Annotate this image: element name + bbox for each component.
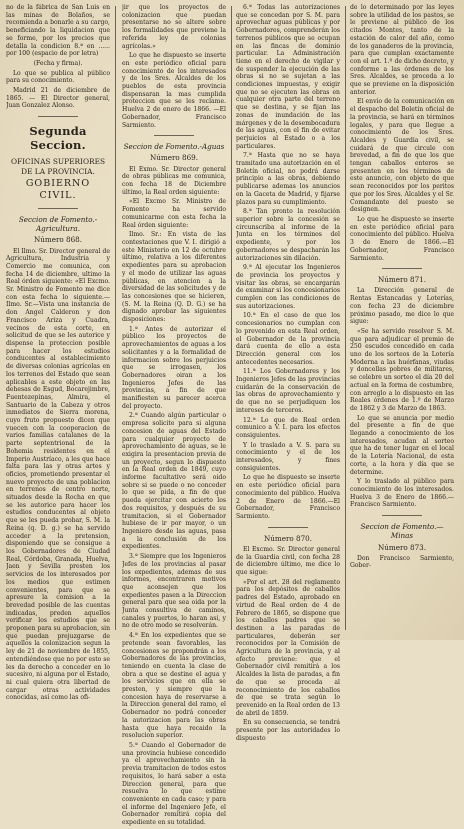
heading: GOBIERNO CIVIL.: [25, 177, 91, 201]
paragraph: Lo que he dispuesto se inserte en este periódico oficial para conocimiento de los interesados y de los Sres. Alcaldes de los pueblos de esta provincia dispensaran la mas cumplida proteccion que se les reclame. Huelva 2 de enero de 1866. —El Gobernador, Francisco Sarmiento.: [122, 52, 226, 129]
paragraph: «El Excmo Sr. Ministro de Fomento ha servido comunicarme con esta fecha la Real órden siguiente:: [122, 198, 226, 229]
paragraph: 2.ª Cuando algún particular o empresa solicite para si alguna concesion de aguas del Estado para cualquier proyecto de aprovechamiento de aguas, se le exigira la presentacion previa de un proyecto, segun lo dispuesto en la Real orden de 1849, cuyo informe facultativo será oido sobre si se puede o no conceder lo que se pida, a fin de que pueda ejercitar con acierto los dos requisitos, y después de su tramitacion, si el Gobernador hubiese de ir por mayor, o un Ingeniero desde las aguas, pasa a la conclusión de los expedientes.: [122, 412, 226, 551]
paragraph: 3.ª Siempre que los Ingenieros Jefes de los provincias al pasar los expedientes, ademas de sus informes, encontraren motivos que aconsejen que los expedientes pasen a la Direccion general para que sea oida por la Junta consultiva de caminos, canales y puertos, lo haran asi, y no de otro modo se resolverán.: [122, 553, 226, 630]
item-number: Número 870.: [263, 533, 313, 543]
paragraph: de lo determinado por las leyes sobre la utilidad de los pastos, se le previene al público de los citados Montes, tanto de la estación de calor del año, como de los ganaderos de la provincia, para que cumplan exactamente con el art. 1.º de dicho decreto, y conforme a las órdenes de los Sres. Alcaldes, se proceda a lo que se previene en la disposición anterior.: [350, 4, 454, 96]
paragraph: 1.ª Antes de autorizar el público los proyectos de aprovechamientos de aguas a los solicitantes y a la formalidad de informacion sobre los perjuicios que se irrogasen, los Gobernadores oiran a los Ingenieros Jefes de las provincias, a fin de que manifiesten su parecer acerca del proyecto.: [122, 325, 226, 410]
heading: OFICINAS SUPERIORES DE LA PROVINCIA.: [10, 157, 106, 176]
item-number: Número 868.: [33, 235, 83, 245]
item-number: Número 873.: [377, 542, 427, 552]
paragraph: Lo que se anuncia por medio del presente a fin de que llegando a conocimiento de los interesados, acudan al sorteo que ha de tener lugar en el local de la Lotería Nacional, de esta corte, a la hora y día que se determine.: [350, 414, 454, 476]
paragraph: La Dirección general de Rentas Estancadas y Loterías, con fecha 23 de diciembre próximo pasado, me dice lo que sigue:: [350, 287, 454, 326]
column-rule: [231, 6, 232, 630]
paragraph: 4.ª En los expedientes que se pretende sean favorables, las concesiones se propondrán a los Gobernadores de las provincias, teniendo en cuenta la clase de obra a que se destine el agua y los servicios que en ella se presten, y siempre que la concesion haya de reservarse a la Direccion general del ramo, el Gobernador no podrá conceder la autorizacion para las obras hasta que haya recaido la resolucion superior.: [122, 632, 226, 740]
paragraph: 5.ª Cuando el Gobernador de una provincia hubiese concedido ya el aprovechamiento sin la previa tramitacion de todos estos requisitos, lo hará saber a esta Direccion general, para que resuelva lo que estime conveniente en cada caso; y para el informe del Ingeniero Jefe, el Gobernador remitirá copia del expediente en su totalidad.: [122, 741, 226, 827]
subsection-heading: Seccion de Fomento.-Aguas: [123, 142, 225, 152]
divider: [38, 116, 78, 117]
paragraph: Don Francisco Sarmiento, Gober-: [350, 554, 454, 570]
paragraph: 12.ª Lo que de Real orden comunico a V. I. para los efectos consiguientes.: [236, 416, 340, 439]
paragraph: jir que los proyectos de colonizacion que puedan presentarse no se altere sobre los formalidades que previene la referida ley de colonias agrícolas.»: [122, 4, 226, 50]
paragraph: 11.ª Los Gobernadores y los Ingenieros Jefes de las provincias cuidarán de la conservación de las obras de aprovechamiento y de que no se perjudiquen los intereses de terceros.: [236, 368, 340, 414]
paragraph: Lo que he dispuesto se inserte en este periódico oficial para conocimiento del público. Huelva 3 de Enero de 1866.—El Gobernador, Francisco Sarmiento.: [350, 215, 454, 262]
paragraph: Ilmo. Sr.: En vista de las contestaciones que V. I. dirigió a este Ministerio en 12 de octubre último, relativa a los diferentes expedientes para su aprobacion y el modo de utilizar las aguas públicas, en atencion a la diversidad de las solicitudes y de las concesiones que se hicieren, (S. M. la Reina (Q. D. G.) se ha dignado aprobar las siguientes disposiciones:: [122, 231, 226, 324]
item-number: Número 871.: [377, 275, 427, 285]
divider: [38, 208, 78, 209]
paragraph: 8.ª Tan pronto la resolución superior sobre la concesión se circunscriba al informe de la Junta en los términos del expediente, y por los gobernadores se despacharán las autorizaciones sin dilación.: [236, 208, 340, 262]
divider: [154, 135, 194, 136]
paragraph: 6.ª Todas las autorizaciones que se concedan por S. M. para aprovechar aguas públicas y por Gobernadores, comprenderán los terrenos públicos que se ocupan en las fincas de dominio particular. La Administración tiene en el derecho de vigilar y de suspender la ejecución de las obras si no se sujetan a las condiciones impuestas, y exigir que no se ejecuten las obras en cualquier otra parte del terreno que se destina, y se fijan las zonas de inundación de las márgenes y de la desembocadura de las aguas, con el fin de evitar perjuicios al Estado o a los particulares.: [236, 4, 340, 150]
column-rule: [345, 6, 346, 630]
column-2: [122, 4, 226, 829]
divider: [382, 268, 422, 269]
paragraph: En su consecuencia, se tendrá presente por las autoridades lo dispuesto: [236, 719, 340, 742]
paragraph: 9.ª Al ejecutar los Ingenieros de provincia los proyectos y visitar las obras, se encargarán de examinar si los concesionarios cumplen con las condiciones de sus autorizaciones.: [236, 264, 340, 310]
subsection-heading: Seccion de Fomento.—Minas: [360, 522, 444, 541]
paragraph: no de la fábrica de San Luis en las minas de Bolaños, se recomienda a bonarle a su cargo, beneficiando la liquidacion que se forme, por los precios que detalla la condicion 8.ª en ...... por 100 (espacio de por letra): [6, 4, 110, 58]
paragraph: Y lo traslado a V. S. para su conocimiento y el de los interesados, y fines consiguientes.: [236, 441, 340, 472]
paragraph: 10.ª En el caso de que los concesionarios no cumplan con lo prevenido en esta Real orden, el Gobernador de la provincia dará cuenta de ello a esta Dirección general con los antecedentes necesarios.: [236, 312, 340, 366]
paragraph: El Ilmo. Sr. Director general de Agricultura, Industria y Comercio me comunica, con fecha 14 de diciembre, ultimo la Real órden siguiente: «El Excmo. Sr. Ministro de Fomento me dice con esta fecha lo siguiente.—Ilmo. Sr.—Vista una instancia de don Angel Calderon y don Francisco Ariza y Cuadra, vecinos de esta corte, en solicitud de que se les autorice y dispense la proteccion posible para hacer los estudios conducentes al establecimiento de diversas colonias agrícolas en los terrenos del Estado que sean aplicables a este objeto en las dehesas de Esgud, Bocarejimbre, Fuentezepinas, Almira, el Santuario de la Cabeza y otros inmediatos de Sierra morena, cuyo fruto propuesto dicen que vuecen con la cooperacion de varios familias catalanes de la parte septentrional de la Bohemia residentes en el Imperio Austríaco, a les que hace falta para las y otras artes y oficios, prometiendo presentar el nuevo proyecto de una poblacion en terrenos de centro norte, situados desde la Rocha en que se les autorice para hacer los estudios conducentes al objeto que se les pueda probar, S. M. la Reina (q. D. g.) se ha servido acceder a la pretension, disponiendo que se consigue a los Gobernadores de Ciudad Real, Córdoba, Granada, Huelva, Jaen y Sevilla presten los servicios de los interesados por los medios que estimen convenientes, para que se apresure la comision a la brevedad posible de las cuentas indicadas, preden aquellos verificar los estudios que se proponen para su aprobacion, sin que puedan prejuzgarse de aquellos la colonizacion segun la ley de 21 de noviembre de 1855, entendiéndose que no por esto se les da derecho a conceder en lo sucesivo, ni alguna por el Estado, ni cual quiera otra libertad de cargar otras actividades conocidas, así como las ofi-: [6, 247, 110, 702]
paragraph: (Fecha y firma).: [33, 59, 83, 67]
paragraph: Madrid 21 de diciembre de 1865. — El Director general, Juan Gonzalez Alonso.: [6, 87, 110, 110]
column-1: [6, 4, 110, 704]
column-4: [350, 4, 454, 572]
paragraph: Lo que se publica al público para su conocimiento.: [6, 69, 110, 85]
divider: [268, 527, 308, 528]
divider: [382, 515, 422, 516]
paragraph: El Excmo. Sr. Director general de la Guardia civil, con fecha 28 de diciembre último, me dice lo que sigue:: [236, 545, 340, 577]
paragraph: El Exmo. Sr. Director general de obras públicas me comunica, con fecha 18 de Diciembre último, la Real orden siguiente:: [122, 165, 226, 196]
subsection-heading: Seccion de Fomento.-Agricultura.: [18, 214, 98, 234]
column-3: [236, 4, 340, 744]
paragraph: El envío de la comunicación en el despacho del Boletín oficial de la provincia, se hará en términos legales, y para que llegue a conocimiento de los Sres. Alcaldes y Guardia civil, se cuidará de que circule con brevedad, a fin de que los que tengan caballos enteros se presenten en los términos de este anuncio, con objeto de que sean reconocidos por los peritos que por los Sres. Alcaldes y el Sr. Comandante del puesto se designen.: [350, 98, 454, 214]
paragraph: 7.ª Hasta que no se haya tramitado una autorización en el Boletín oficial, no podrá darse principio a las obras, debiendo publicarse ademas los anuncios en la Gaceta de Madrid, y fijarse plazos para su cumplimiento.: [236, 152, 340, 206]
paragraph: Lo que he dispuesto se inserte en este periódico oficial para conocimiento del público. Huelva 2 de Enero de 1866.—El Gobernador, Francisco Sarmiento.: [236, 474, 340, 520]
paragraph: Y lo traslado al público para conocimiento de los interesados. Huelva 3 de Enero de 1866.—Francisco Sarmiento.: [350, 478, 454, 509]
paragraph: «Se ha servido resolver S. M. que para adjudicar el premio de 250 escudos concedido en cada uno de los sorteos de la Lotería Moderna a las huérfanas, viudas y doncellas pobres de militares, se celebre un sorteo el día 20 del actual en la forma de costumbre, con arreglo a lo dispuesto en las Reales órdenes de 1.º de Marzo de 1862 y 3 de Marzo de 1863.: [350, 327, 454, 412]
column-rule: [115, 6, 116, 630]
section-title: Segunda Seccion.: [29, 124, 87, 153]
item-number: Número 869.: [149, 153, 199, 163]
paragraph: «Por el art. 28 del reglamento para los depósitos de caballos padres del Estado, aprobado en virtud de Real orden de 4 de Febrero de 1865, se dispone que los caballos padres que se destinen a las paradas de particulares, deberán ser reconocidos por la Comisión de Agricultura de la provincia, y al efecto previene: que el Gobernador civil remitirá a los Alcaldes la lista de paradas, a fin de que se proceda al reconocimiento de los caballos de que se trata según lo prevenido en la Real orden de 13 de abril de 1859.: [236, 578, 340, 717]
